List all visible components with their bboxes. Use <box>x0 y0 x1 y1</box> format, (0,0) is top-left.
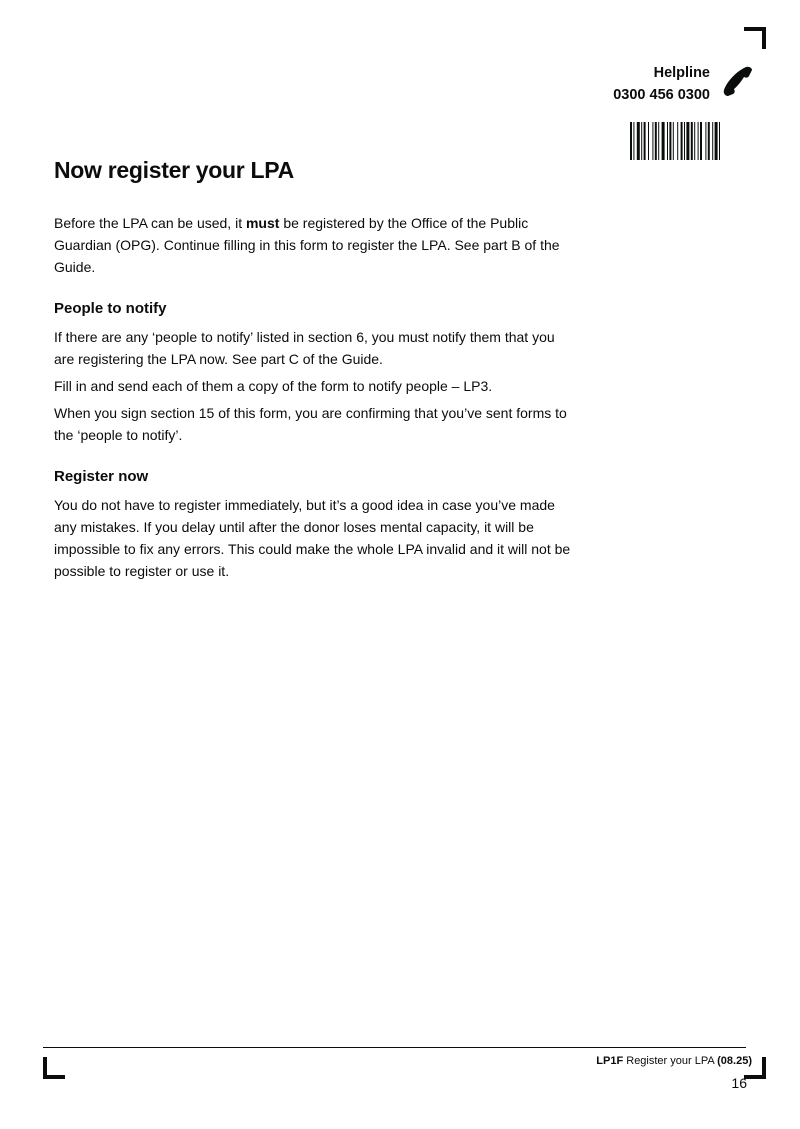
form-code: LP1F <box>596 1055 624 1067</box>
people-to-notify-heading: People to notify <box>54 300 167 317</box>
form-version: (08.25) <box>717 1055 752 1067</box>
intro-text-before: Before the LPA can be used, it <box>54 215 246 231</box>
footer-form-reference <box>596 1054 752 1068</box>
form-name: Register your LPA <box>623 1055 718 1067</box>
helpline-block <box>613 62 710 106</box>
helpline-number: 0300 456 0300 <box>613 87 710 103</box>
corner-mark-top-right <box>744 27 766 49</box>
people-to-notify-paragraph: When you sign section 15 of this form, you are confirming that you’ve sent forms to the ‘people to notify’. <box>54 405 567 443</box>
page-title: Now register your LPA <box>54 157 294 183</box>
people-to-notify-paragraph: Fill in and send each of them a copy of the form to notify people – LP3. <box>54 378 493 394</box>
intro-emphasis: must <box>245 215 280 231</box>
people-to-notify-paragraph: If there are any ‘people to notify’ listed in section 6, you must notify them that you are registering the LPA now. See part C of the Guide. <box>54 329 555 367</box>
register-now-paragraph: You do not have to register immediately, but it’s a good idea in case you’ve made any mistakes. If you delay until after the donor loses mental capacity, it will be impossible to fix any errors. This could make the whole LPA invalid and it will not be possible to register or use it. <box>54 497 571 579</box>
intro-text-after: be registered by the Office of the Public Guardian (OPG). Continue filling in this form to register the LPA. See part B of the Guide. <box>54 215 560 275</box>
corner-mark-bottom-left <box>43 1057 65 1079</box>
register-now-heading: Register now <box>54 468 149 485</box>
page-number: 16 <box>731 1075 747 1091</box>
barcode <box>630 122 746 160</box>
footer-divider <box>43 1047 746 1048</box>
helpline-label: Helpline <box>653 65 710 81</box>
phone-handset-icon <box>722 64 756 98</box>
intro-paragraph <box>54 212 574 278</box>
main-content <box>54 154 574 587</box>
